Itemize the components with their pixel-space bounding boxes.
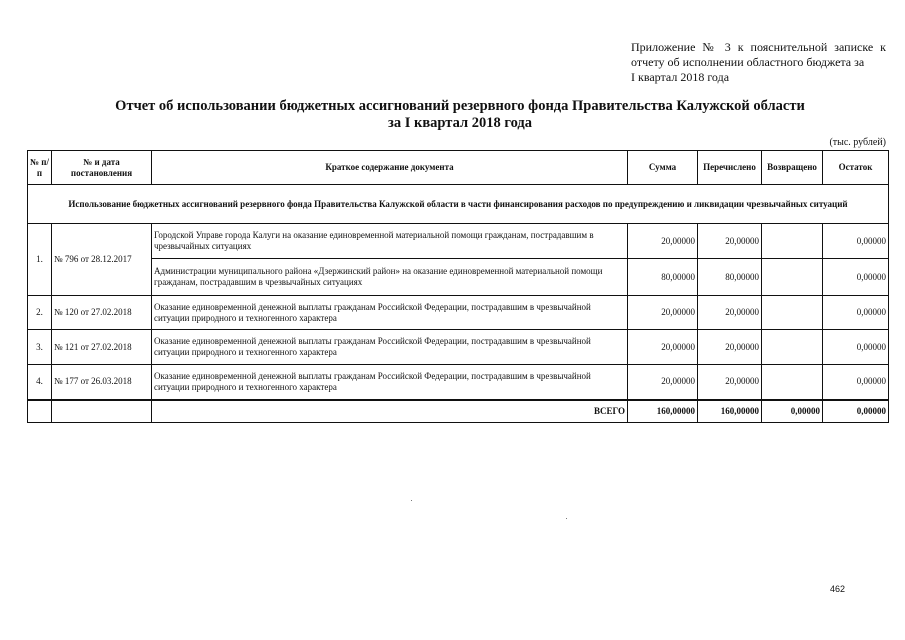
row-decree: № 796 от 28.12.2017 bbox=[52, 224, 152, 296]
table-row bbox=[28, 365, 889, 400]
row-returned bbox=[762, 224, 823, 259]
row-content: Оказание единовременной денежной выплаты гражданам Российской Федерации, пострадавшим в чрезвычайной ситуации природного и техногенного характера bbox=[152, 330, 628, 365]
row-sum: 20,00000 bbox=[628, 330, 698, 365]
header-transferred: Перечислено bbox=[698, 151, 762, 185]
row-transferred: 80,00000 bbox=[698, 259, 762, 296]
row-remainder: 0,00000 bbox=[823, 365, 889, 400]
header-row bbox=[28, 151, 889, 185]
row-returned bbox=[762, 330, 823, 365]
row-returned bbox=[762, 296, 823, 330]
row-decree: № 120 от 27.02.2018 bbox=[52, 296, 152, 330]
row-content: Городской Управе города Калуги на оказание единовременной материальной помощи гражданам, пострадавшим в чрезвычайных ситуациях bbox=[152, 224, 628, 259]
header-content: Краткое содержание документа bbox=[152, 151, 628, 185]
appendix-line-2: отчету об исполнении областного бюджета за bbox=[631, 55, 865, 69]
row-remainder: 0,00000 bbox=[823, 296, 889, 330]
report-table bbox=[27, 150, 889, 423]
row-num: 2. bbox=[28, 296, 52, 330]
row-remainder: 0,00000 bbox=[823, 259, 889, 296]
page-number: 462 bbox=[830, 584, 846, 594]
report-title-line-2: за I квартал 2018 года bbox=[388, 115, 532, 131]
header-sum: Сумма bbox=[628, 151, 698, 185]
row-remainder: 0,00000 bbox=[823, 330, 889, 365]
row-content: Оказание единовременной денежной выплаты гражданам Российской Федерации, пострадавшим в чрезвычайной ситуации природного и техногенного характера bbox=[152, 365, 628, 400]
appendix-line-3: I квартал 2018 года bbox=[631, 70, 730, 84]
row-sum: 20,00000 bbox=[628, 365, 698, 400]
total-transferred: 160,00000 bbox=[698, 400, 762, 423]
row-remainder: 0,00000 bbox=[823, 224, 889, 259]
header-num: № п/п bbox=[28, 151, 52, 185]
scan-speck bbox=[411, 500, 412, 501]
report-title bbox=[20, 98, 900, 132]
table-row bbox=[28, 296, 889, 330]
row-decree: № 121 от 27.02.2018 bbox=[52, 330, 152, 365]
row-num: 4. bbox=[28, 365, 52, 400]
row-content: Администрации муниципального района «Дзержинский район» на оказание единовременной материальной помощи гражданам, пострадавшим в чрезвычайных ситуациях bbox=[152, 259, 628, 296]
report-title-line-1: Отчет об использовании бюджетных ассигнований резервного фонда Правительства Калужской области bbox=[115, 98, 805, 114]
row-returned bbox=[762, 259, 823, 296]
total-remainder: 0,00000 bbox=[823, 400, 889, 423]
header-returned: Возвращено bbox=[762, 151, 823, 185]
appendix-note bbox=[631, 40, 886, 85]
table-row bbox=[28, 259, 889, 296]
section-title: Использование бюджетных ассигнований резервного фонда Правительства Калужской области в части финансирования расходов по предупреждению и ликвидации чрезвычайных ситуаций bbox=[28, 185, 889, 224]
total-row bbox=[28, 400, 889, 423]
row-sum: 20,00000 bbox=[628, 224, 698, 259]
row-decree: № 177 от 26.03.2018 bbox=[52, 365, 152, 400]
header-remainder: Остаток bbox=[823, 151, 889, 185]
row-sum: 20,00000 bbox=[628, 296, 698, 330]
row-num: 3. bbox=[28, 330, 52, 365]
total-returned: 0,00000 bbox=[762, 400, 823, 423]
row-transferred: 20,00000 bbox=[698, 224, 762, 259]
row-num: 1. bbox=[28, 224, 52, 296]
units-label: (тыс. рублей) bbox=[829, 137, 886, 148]
total-empty-decree bbox=[52, 400, 152, 423]
row-returned bbox=[762, 365, 823, 400]
scan-speck bbox=[566, 518, 567, 519]
table-row bbox=[28, 330, 889, 365]
total-label: ВСЕГО bbox=[152, 400, 628, 423]
row-transferred: 20,00000 bbox=[698, 296, 762, 330]
row-sum: 80,00000 bbox=[628, 259, 698, 296]
section-row bbox=[28, 185, 889, 224]
table-row bbox=[28, 224, 889, 259]
row-transferred: 20,00000 bbox=[698, 365, 762, 400]
total-empty-num bbox=[28, 400, 52, 423]
header-decree: № и дата постановления bbox=[52, 151, 152, 185]
appendix-line-1: Приложение № 3 к пояснительной записке к bbox=[631, 40, 886, 54]
row-content: Оказание единовременной денежной выплаты гражданам Российской Федерации, пострадавшим в чрезвычайной ситуации природного и техногенного характера bbox=[152, 296, 628, 330]
row-transferred: 20,00000 bbox=[698, 330, 762, 365]
total-sum: 160,00000 bbox=[628, 400, 698, 423]
